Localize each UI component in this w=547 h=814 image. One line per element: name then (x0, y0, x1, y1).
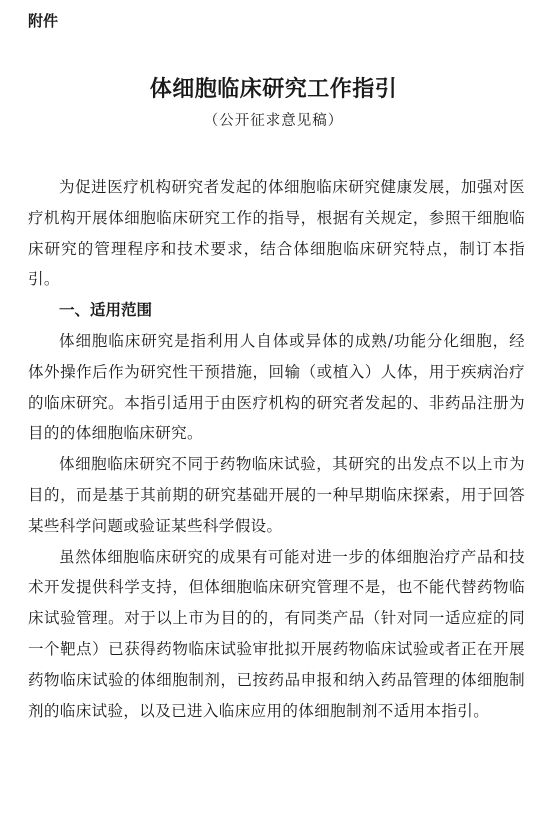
page-subtitle: （公开征求意见稿） (203, 113, 344, 129)
section-heading-scope: 一、适用范围 (59, 301, 153, 320)
page-title: 体细胞临床研究工作指引 (149, 77, 398, 102)
attachment-label: 附件 (28, 12, 59, 30)
scope-paragraph-2: 体细胞临床研究不同于药物临床试验，其研究的出发点不以上市为目的，而是基于其前期的研究基础开展的一种早期临床探索，用于回答某些科学问题或验证某些科学假设。 (28, 455, 525, 535)
scope-paragraph-3: 虽然体细胞临床研究的成果有可能对进一步的体细胞治疗产品和技术开发提供科学支持，但体细胞临床研究管理不是，也不能代替药物临床试验管理。对于以上市为目的的，有同类产品（针对同一适应症的同一个靶点）已获得药物临床试验审批拟开展药物临床试验或者正在开展药物临床试验的体细胞制剂，已按药品申报和纳入药品管理的体细胞制剂的临床试验，以及已进入临床应用的体细胞制剂不适用本指引。 (28, 547, 525, 720)
intro-paragraph: 为促进医疗机构研究者发起的体细胞临床研究健康发展，加强对医疗机构开展体细胞临床研究工作的指导，根据有关规定，参照干细胞临床研究的管理程序和技术要求，结合体细胞临床研究特点，制订本指引。 (28, 178, 525, 289)
scope-paragraph-1: 体细胞临床研究是指利用人自体或异体的成熟/功能分化细胞，经体外操作后作为研究性干预措施，回输（或植入）人体，用于疾病治疗的临床研究。本指引适用于由医疗机构的研究者发起的、非药品注册为目的的体细胞临床研究。 (28, 331, 525, 443)
document-body (28, 172, 525, 726)
